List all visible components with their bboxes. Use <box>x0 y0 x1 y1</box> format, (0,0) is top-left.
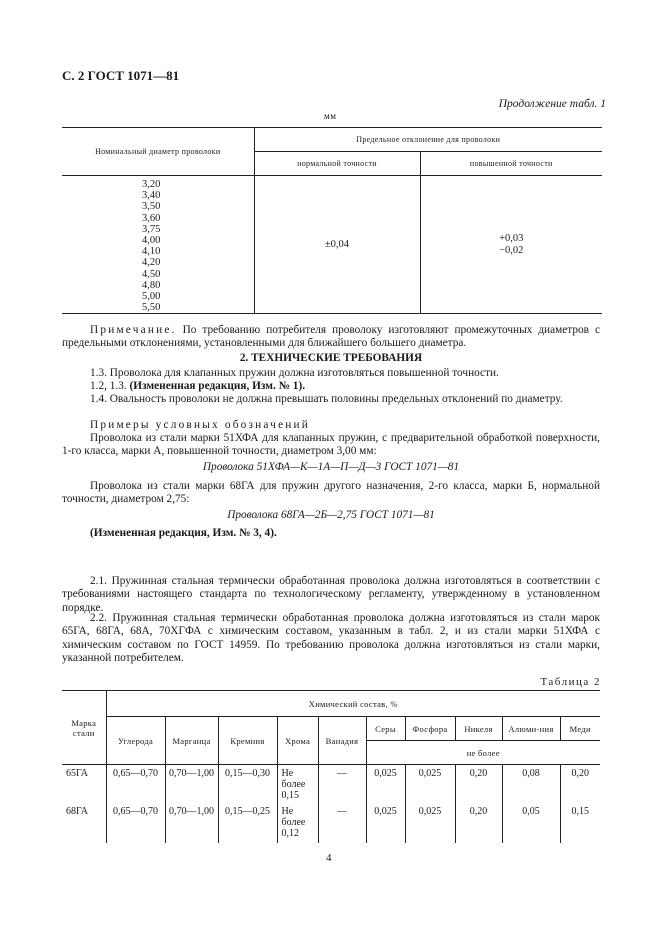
note-label: Примечание. <box>90 324 177 336</box>
nickel-header: Никеля <box>455 717 502 741</box>
example-2-designation: Проволока 68ГА—2Б—2,75 ГОСТ 1071—81 <box>227 509 435 521</box>
manganese-cell: 0,70—1,00 <box>165 803 218 843</box>
example-1-description: Проволока из стали марки 51ХФА для клапанных пружин, с предварительной обработкой поверхности, 1-го класса, марки А, повышенной точности, диаметром 3,00 мм: <box>62 432 600 458</box>
high-deviation-plus: +0,03 <box>499 232 524 244</box>
diameter-value: 5,00 <box>142 291 161 303</box>
diameter-value: 3,50 <box>142 201 161 213</box>
silicon-cell: 0,15—0,30 <box>218 765 277 803</box>
normal-precision-header: нормальной точности <box>254 152 420 176</box>
copper-cell: 0,20 <box>560 765 600 803</box>
chromium-cell: Не более 0,12 <box>277 803 318 843</box>
section-2-heading: 2. ТЕХНИЧЕСКИЕ ТРЕБОВАНИЯ <box>239 352 423 364</box>
diameter-column-header: Номинальный диаметр проволоки <box>62 128 254 176</box>
chemical-composition-table <box>62 690 600 843</box>
diameter-value: 4,00 <box>142 235 161 247</box>
diameter-value: 5,50 <box>142 302 161 314</box>
revision-3-4: (Измененная редакция, Изм. № 3, 4). <box>90 527 277 539</box>
revision-1-text: (Измененная редакция, Изм. № 1). <box>129 380 306 392</box>
chromium-cell: Не более 0,15 <box>277 765 318 803</box>
example-1-designation: Проволока 51ХФА—К—1А—П—Д—3 ГОСТ 1071—81 <box>202 461 460 473</box>
aluminium-cell: 0,05 <box>502 803 560 843</box>
note-body: По требованию потребителя проволоку изготовляют промежуточных диаметров с предельными отклонениями, установленными для ближайшего большего диаметра. <box>62 324 600 350</box>
nickel-cell: 0,20 <box>455 803 502 843</box>
chemical-composition-header: Химический состав, % <box>106 691 600 717</box>
aluminium-header: Алюми-ния <box>502 717 560 741</box>
diameter-value: 4,10 <box>142 246 161 258</box>
table-2-label: Таблица 2 <box>540 676 601 688</box>
diameter-value: 4,20 <box>142 257 161 269</box>
high-precision-header: повышенной точности <box>420 152 602 176</box>
page-number: 4 <box>326 852 332 864</box>
carbon-header: Углерода <box>106 717 165 765</box>
diameter-value: 4,80 <box>142 279 161 291</box>
carbon-cell: 0,65—0,70 <box>106 765 165 803</box>
sulfur-cell: 0,025 <box>366 803 405 843</box>
nickel-cell: 0,20 <box>455 765 502 803</box>
revision-1-prefix: 1.2, 1.3. <box>90 380 127 392</box>
phosphorus-header: Фосфора <box>405 717 455 741</box>
vanadium-cell: — <box>318 803 366 843</box>
chromium-header: Хрома <box>277 717 318 765</box>
vanadium-cell: — <box>318 765 366 803</box>
grade-cell: 68ГА <box>62 803 106 843</box>
clause-1-4: 1.4. Овальность проволоки не должна превышать половины предельных отклонений по диаметру. <box>90 393 563 405</box>
clause-2-1: 2.1. Пружинная стальная термически обработанная проволока должна изготовляться в соответствии с требованиями настоящего стандарта по технологическому регламенту, утвержденному в установленном порядке. <box>62 575 600 614</box>
table-row <box>62 765 600 803</box>
table-continuation-label: Продолжение табл. 1 <box>498 98 606 110</box>
page-header: С. 2 ГОСТ 1071—81 <box>62 68 180 83</box>
phosphorus-cell: 0,025 <box>405 765 455 803</box>
sulfur-header: Серы <box>366 717 405 741</box>
silicon-header: Кремния <box>218 717 277 765</box>
grade-cell: 65ГА <box>62 765 106 803</box>
carbon-cell: 0,65—0,70 <box>106 803 165 843</box>
examples-title: Примеры условных обозначений <box>90 419 311 431</box>
copper-header: Меди <box>560 717 600 741</box>
example-2-description: Проволока из стали марки 68ГА для пружин другого назначения, 2-го класса, марки Б, нормальной точности, диаметром 2,75: <box>62 480 600 506</box>
diameter-value: 3,20 <box>142 179 161 190</box>
grade-header: Марка стали <box>62 691 106 765</box>
unit-label: мм <box>324 111 337 121</box>
clause-2-2: 2.2. Пружинная стальная термически обработанная проволока должна изготовляться из стали марок 65ГА, 68ГА, 68А, 70ХГФА с химическим составом, указанным в табл. 2, и из стали марки 51ХФА с химическим составом по ГОСТ 14959. По требованию проволока должна изготовляться из стали марки, указанной потребителем. <box>62 612 600 665</box>
deviation-column-header: Предельное отклонение для проволоки <box>254 128 602 152</box>
phosphorus-cell: 0,025 <box>405 803 455 843</box>
silicon-cell: 0,15—0,25 <box>218 803 277 843</box>
note-paragraph <box>62 324 600 351</box>
sulfur-cell: 0,025 <box>366 765 405 803</box>
not-more-than-header: не более <box>366 741 600 765</box>
manganese-cell: 0,70—1,00 <box>165 765 218 803</box>
table-row <box>62 803 600 843</box>
diameter-value: 4,50 <box>142 268 161 280</box>
diameter-list-cell <box>62 176 254 314</box>
vanadium-header: Ванадия <box>318 717 366 765</box>
high-deviation-minus: −0,02 <box>499 244 524 256</box>
diameter-value: 3,60 <box>142 212 161 224</box>
clause-1-3: 1.3. Проволока для клапанных пружин должна изготовляться повышенной точности. <box>90 367 499 379</box>
diameter-value: 3,40 <box>142 190 161 202</box>
manganese-header: Марганца <box>165 717 218 765</box>
normal-deviation-value: ±0,04 <box>254 176 420 314</box>
high-deviation-cell <box>420 176 602 314</box>
copper-cell: 0,15 <box>560 803 600 843</box>
diameter-value: 3,75 <box>142 223 161 235</box>
tolerance-table <box>62 127 602 314</box>
aluminium-cell: 0,08 <box>502 765 560 803</box>
revision-1-paragraph <box>62 380 600 393</box>
